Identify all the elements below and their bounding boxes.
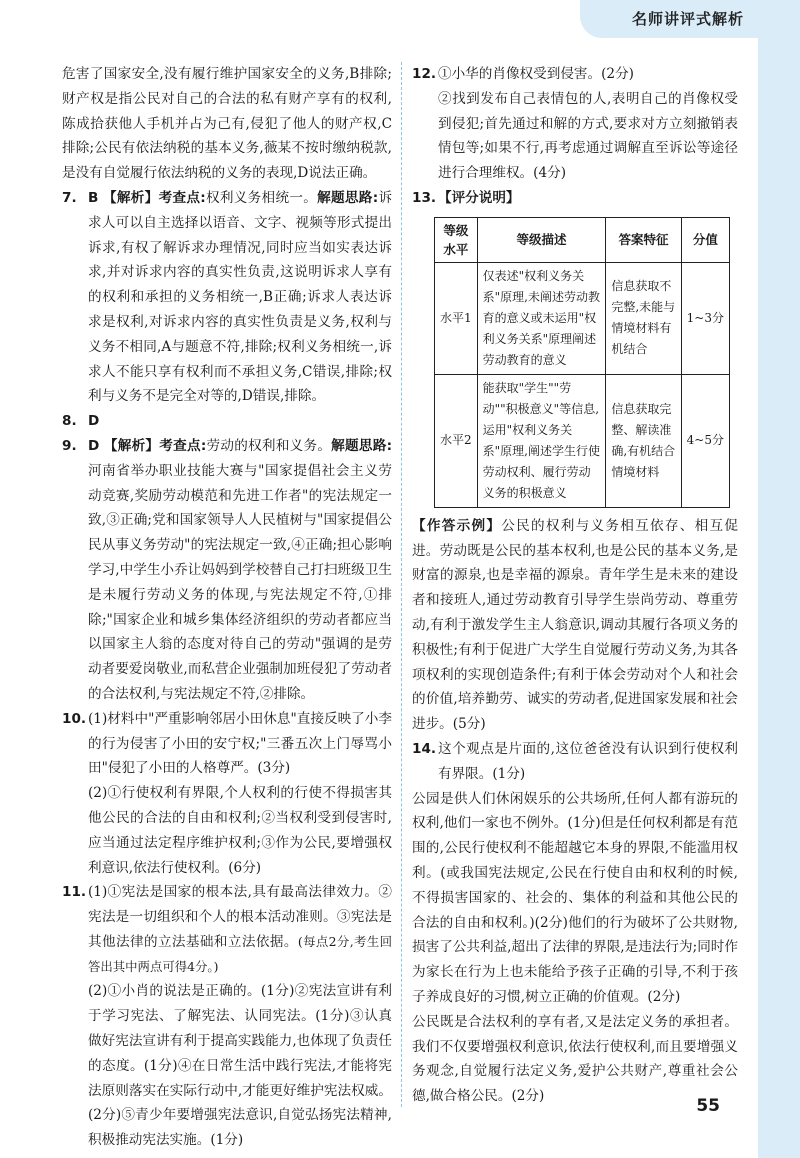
question-number: 9. — [62, 437, 77, 454]
answer-11-part-2: (2)①小肖的说法是正确的。(1分)②宪法宣讲有利于学习宪法、了解宪法、认同宪法。(1分)③认真做好宪法宣讲有利于提高实践能力,也体现了负责任的态度。(1分)④在日常生活中践行宪法,才能将宪法原则落实在实际行动中,才能更好维护宪法权威。(2分)⑤青少年要增强宪法意识,自觉弘扬宪法精神,积极推动宪法实施。(1分) — [88, 983, 392, 1149]
answer-7: B 【解析】考查点:权利义务相统一。解题思路:诉求人可以自主选择以语音、文字、视频等形式提出诉求,有权了解诉求办理情况,同时应当如实表达诉求,并对诉求内容的真实性负责,这说明诉求人享有的权利和承担的义务相统一,B正确;诉求人表达诉求是权利,对诉求内容的真实性负责是义务,权利与义务不相同,A与题意不符,排除;权利义务相统一,诉求人不能只享有权利而不承担义务,C错误,排除;权利与义务不是完全对等的,D错误,排除。 — [88, 189, 393, 405]
right-margin-band — [758, 0, 800, 1158]
question-12 — [412, 62, 738, 186]
question-number: 11. — [62, 884, 87, 901]
question-number: 12. — [412, 66, 437, 82]
question-7 — [62, 186, 392, 409]
feature-cell: 信息获取完整、解读准确,有机结合情境材料 — [606, 374, 681, 507]
score-cell: 1~3分 — [681, 262, 729, 374]
table-header-row — [435, 217, 730, 262]
question-13 — [412, 186, 738, 211]
header-title: 名师讲评式解析 — [631, 10, 744, 28]
question-number: 10. — [62, 710, 87, 727]
answer-14-part-1: 这个观点是片面的,这位爸爸没有认识到行使权利有界限。(1分) — [438, 740, 738, 782]
left-column — [62, 62, 392, 1153]
answer-12-part-1: ①小华的肖像权受到侵害。(2分) — [438, 66, 634, 82]
level-cell: 水平2 — [435, 374, 478, 507]
answer-11-part-1: (1)①宪法是国家的根本法,具有最高法律效力。②宪法是一切组织和个人的根本活动准则。③宪法是其他法律的立法基础和立法依据。(每点2分,考生回答出其中两点可得4分。) — [88, 884, 393, 974]
score-cell: 4~5分 — [681, 374, 729, 507]
table-header: 答案特征 — [606, 217, 681, 262]
scoring-note: (每点2分,考生回答出其中两点可得4分。) — [88, 933, 393, 974]
question-number: 14. — [412, 740, 437, 757]
description-cell: 仅表述"权利义务关系"原理,未阐述劳动教育的意义或未运用"权利义务关系"原理阐述劳动教育的意义 — [477, 262, 606, 374]
column-divider — [401, 62, 402, 1107]
answer-10-part-2: (2)①行使权利有界限,个人权利的行使不得损害其他公民的合法的自由和权利;②当权利受到侵害时,应当通过法定程序维护权利;③作为公民,要增强权利意识,依法行使权利。(6分) — [88, 785, 392, 876]
table-header: 分值 — [681, 217, 729, 262]
answer-12-part-2: ②找到发布自己表情包的人,表明自己的肖像权受到侵犯;首先通过和解的方式,要求对方立刻撤销表情包等;如果不行,再考虑通过调解直至诉讼等途径进行合理维权。(4分) — [438, 90, 738, 182]
intro-paragraph: 危害了国家安全,没有履行维护国家安全的义务,B排除;财产权是指公民对自己的合法的私有财产享有的权利,陈成拾获他人手机并占为己有,侵犯了他人的财产权,C排除;公民有依法纳税的基本义务,薇某不按时缴纳税款,是没有自觉履行依法纳税的义务的表现,D说法正确。 — [62, 66, 392, 182]
answer-example: 【作答示例】公民的权利与义务相互依存、相互促进。劳动既是公民的基本权利,也是公民的基本义务,是财富的源泉,也是幸福的源泉。青年学生是未来的建设者和接班人,通过劳动教育引导学生崇尚劳动、尊重劳动,有利于激发学生主人翁意识,调动其履行各项义务的积极性;有利于促进广大学生自觉履行劳动义务,为其各项权利的实现创造条件;有利于体会劳动对个人和社会的价值,培养勤劳、诚实的劳动者,促进国家发展和社会进步。(5分) — [412, 517, 739, 733]
question-14 — [412, 737, 738, 787]
table-header: 等级描述 — [477, 217, 606, 262]
level-cell: 水平1 — [435, 262, 478, 374]
answer-14-part-3: 公民既是合法权利的享有者,又是法定义务的承担者。我们不仅要增强权利意识,依法行使权利,而且要增强义务观念,自觉履行法定义务,爱护公共财产,尊重社会公德,做合格公民。(2分) — [412, 1013, 738, 1105]
answer-14-part-2: 公园是供人们休闲娱乐的公共场所,任何人都有游玩的权利,他们一家也不例外。(1分)但是任何权利都是有范围的,公民行使权利不能超越它本身的界限,不能滥用权利。(或我国宪法规定,公民在行使自由和权利的时候,不得损害国家的、社会的、集体的利益和其他公民的合法的自由和权利。)(2分)他们的行为破坏了公共财物,损害了公共利益,超出了法律的界限,是违法行为;同时作为家长在行为上也未能给予孩子正确的引导,不利于孩子养成良好的习惯,树立正确的价值观。(2分) — [412, 790, 738, 1005]
scoring-label: 【评分说明】 — [438, 189, 520, 206]
question-8 — [62, 409, 392, 434]
description-cell: 能获取"学生""劳动""积极意义"等信息,运用"权利义务关系"原理,阐述学生行使劳动权利、履行劳动义务的积极意义 — [477, 374, 606, 507]
question-10 — [62, 707, 392, 881]
table-header: 等级水平 — [435, 217, 478, 262]
question-number: 7. — [62, 189, 77, 206]
answer-10-part-1: (1)材料中"严重影响邻居小田休息"直接反映了小李的行为侵害了小田的安宁权;"三番五次上门辱骂小田"侵犯了小田的人格尊严。(3分) — [88, 710, 392, 777]
table-row — [435, 262, 730, 374]
answer-9: D 【解析】考查点:劳动的权利和义务。解题思路:河南省举办职业技能大赛与"国家提倡社会主义劳动竞赛,奖励劳动模范和先进工作者"的宪法规定一致,③正确;党和国家领导人人民植树与"国家提倡公民从事义务劳动"的宪法规定一致,④正确;担心影响学习,中学生小乔让妈妈到学校替自己打扫班级卫生是未履行劳动义务的体现,与宪法规定不符,①排除;"国家企业和城乡集体经济组织的劳动者都应当以国家主人翁的态度对待自己的劳动"强调的是劳动者要爱岗敬业,而私营企业强制加班侵犯了劳动者的合法权利,与宪法规定不符,②排除。 — [88, 437, 393, 702]
question-9 — [62, 434, 392, 707]
question-number: 8. — [62, 413, 77, 430]
answer-8: D — [88, 413, 100, 430]
feature-cell: 信息获取不完整,未能与情境材料有机结合 — [606, 262, 681, 374]
scoring-table — [434, 217, 730, 508]
table-row — [435, 374, 730, 507]
page-number: 55 — [696, 1096, 720, 1116]
question-number: 13. — [412, 189, 437, 206]
right-column — [412, 62, 738, 1109]
question-11 — [62, 880, 392, 1153]
